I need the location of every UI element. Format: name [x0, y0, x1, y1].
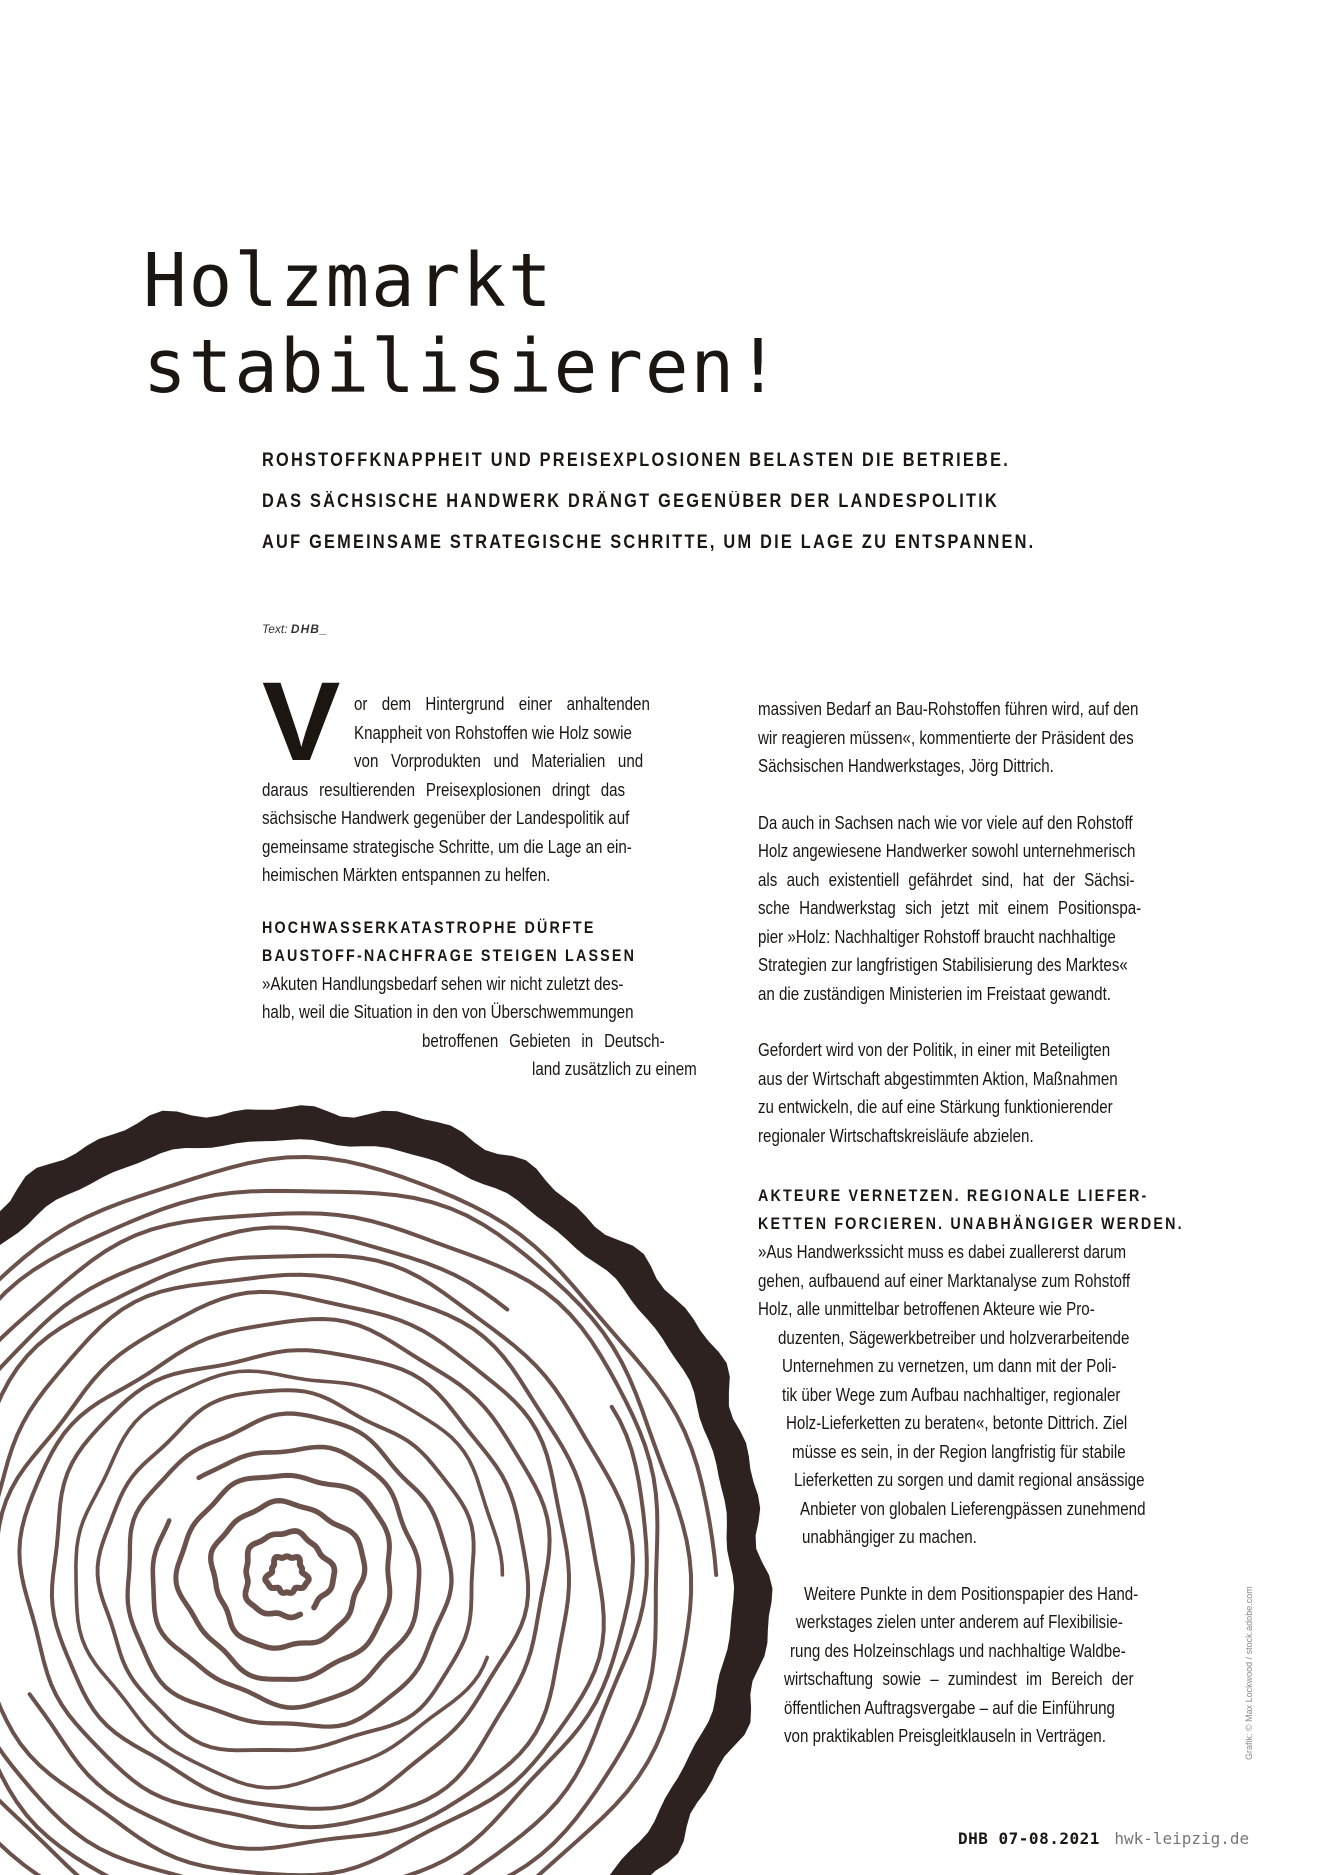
text-line: regionaler Wirtschaftskreisläufe abzielen.	[758, 1125, 1034, 1146]
text-line: or dem Hintergrund einer anhaltenden	[354, 694, 650, 714]
credit-author: DHB_	[290, 622, 328, 636]
text-line: daraus resultierenden Preisexplosionen dringt das	[262, 779, 626, 800]
website-link[interactable]: hwk-leipzig.de	[1114, 1829, 1250, 1848]
author-credit	[262, 622, 328, 636]
subheading-line: BAUSTOFF-NACHFRAGE STEIGEN LASSEN	[262, 945, 637, 965]
intro-paragraph	[262, 690, 736, 890]
text-line: Holz, alle unmittelbar betroffenen Akteure wie Pro-	[758, 1299, 1095, 1319]
text-line: Lieferketten zu sorgen und damit regional ansässige	[794, 1470, 1145, 1490]
issue-label: DHB 07-08.2021	[958, 1829, 1100, 1848]
body-paragraph	[758, 1580, 1232, 1751]
text-line: als auch existentiell gefährdet sind, hat der Sächsi-	[758, 869, 1135, 890]
text-line: halb, weil die Situation in den von Überschwemmungen	[262, 1002, 634, 1022]
text-line: werkstages zielen unter anderem auf Flexibilisie-	[796, 1612, 1123, 1632]
text-line: »Aus Handwerkssicht muss es dabei zuallererst darum	[758, 1242, 1127, 1262]
text-line: Anbieter von globalen Lieferengpässen zunehmend	[800, 1498, 1146, 1519]
text-line: sche Handwerkstag sich jetzt mit einem Positionspa-	[758, 898, 1142, 918]
title-line: stabilisieren!	[143, 324, 782, 410]
body-paragraph	[758, 1036, 1232, 1150]
text-line: müsse es sein, in der Region langfristig für stabile	[792, 1441, 1126, 1462]
text-line: betroffenen Gebieten in Deutsch-	[422, 1030, 665, 1051]
credit-label: Text:	[262, 622, 288, 636]
text-line: sächsische Handwerk gegenüber der Landespolitik auf	[262, 808, 630, 828]
text-line: heimischen Märkten entspannen zu helfen.	[262, 865, 551, 885]
text-line: öffentlichen Auftragsvergabe – auf die Einführung	[784, 1697, 1115, 1718]
body-paragraph	[758, 695, 1232, 781]
deck-line: ROHSTOFFKNAPPHEIT UND PREISEXPLOSIONEN BELASTEN DIE BETRIEBE.	[262, 450, 1011, 471]
text-line: aus der Wirtschaft abgestimmten Aktion, Maßnahmen	[758, 1068, 1118, 1089]
text-line: von Vorprodukten und Materialien und	[354, 751, 644, 771]
text-line: »Akuten Handlungsbedarf sehen wir nicht zuletzt des-	[262, 973, 624, 994]
drop-cap: V	[262, 659, 341, 784]
subheading-line: KETTEN FORCIEREN. UNABHÄNGIGER WERDEN.	[758, 1214, 1184, 1233]
text-line: wirtschaftung sowie – zumindest im Bereich der	[784, 1669, 1134, 1689]
right-column	[758, 695, 1232, 1751]
subheading-line: HOCHWASSERKATASTROPHE DÜRFTE	[262, 917, 596, 937]
text-line: Sächsischen Handwerkstages, Jörg Dittrich.	[758, 756, 1054, 776]
text-line: gehen, aufbauend auf einer Marktanalyse zum Rohstoff	[758, 1270, 1131, 1291]
deck-line: AUF GEMEINSAME STRATEGISCHE SCHRITTE, UM DIE LAGE ZU ENTSPANNEN.	[262, 532, 1036, 553]
title-line: Holzmarkt	[143, 238, 554, 324]
text-line: rung des Holzeinschlags und nachhaltige Waldbe-	[790, 1640, 1126, 1661]
article-deck	[262, 440, 1162, 563]
text-line: pier »Holz: Nachhaltiger Rohstoff braucht nachhaltige	[758, 926, 1116, 947]
text-line: Holz angewiesene Handwerker sowohl unternehmerisch	[758, 841, 1136, 861]
subheading	[758, 1182, 1232, 1238]
text-line: duzenten, Sägewerkbetreiber und holzverarbeitende	[778, 1327, 1130, 1348]
text-line: Gefordert wird von der Politik, in einer mit Beteiligten	[758, 1040, 1111, 1060]
deck-line: DAS SÄCHSISCHE HANDWERK DRÄNGT GEGENÜBER DER LANDESPOLITIK	[262, 491, 1000, 512]
image-credit: Grafik: © Max Lockwood / stock.adobe.com	[1244, 1586, 1254, 1760]
text-line: wir reagieren müssen«, kommentierte der Präsident des	[758, 727, 1134, 748]
text-line: land zusätzlich zu einem	[532, 1059, 697, 1079]
text-line: unabhängiger zu machen.	[802, 1527, 977, 1547]
body-paragraph	[758, 809, 1232, 1009]
body-paragraph	[758, 1238, 1232, 1552]
left-column	[262, 690, 736, 1084]
body-paragraph	[262, 970, 736, 1084]
text-line: Strategien zur langfristigen Stabilisierung des Marktes«	[758, 955, 1128, 975]
text-line: Da auch in Sachsen nach wie vor viele auf den Rohstoff	[758, 812, 1133, 833]
text-line: massiven Bedarf an Bau-Rohstoffen führen wird, auf den	[758, 699, 1139, 719]
text-line: gemeinsame strategische Schritte, um die Lage an ein-	[262, 836, 632, 857]
text-line: Unternehmen zu vernetzen, um dann mit der Poli-	[782, 1356, 1117, 1376]
subheading-line: AKTEURE VERNETZEN. REGIONALE LIEFER-	[758, 1186, 1149, 1205]
text-line: an die zuständigen Ministerien im Freistaat gewandt.	[758, 983, 1111, 1004]
subheading	[262, 914, 736, 970]
page-title	[143, 238, 782, 410]
text-line: zu entwickeln, die auf eine Stärkung funktionierender	[758, 1097, 1113, 1117]
tree-rings-illustration-icon	[0, 1070, 780, 1875]
page-footer	[958, 1829, 1249, 1849]
text-line: tik über Wege zum Aufbau nachhaltiger, regionaler	[782, 1384, 1121, 1405]
text-line: Holz-Lieferketten zu beraten«, betonte Dittrich. Ziel	[786, 1413, 1128, 1433]
text-line: Knappheit von Rohstoffen wie Holz sowie	[354, 722, 632, 743]
text-line: Weitere Punkte in dem Positionspapier des Hand-	[804, 1583, 1139, 1604]
text-line: von praktikablen Preisgleitklauseln in Verträgen.	[784, 1726, 1106, 1746]
